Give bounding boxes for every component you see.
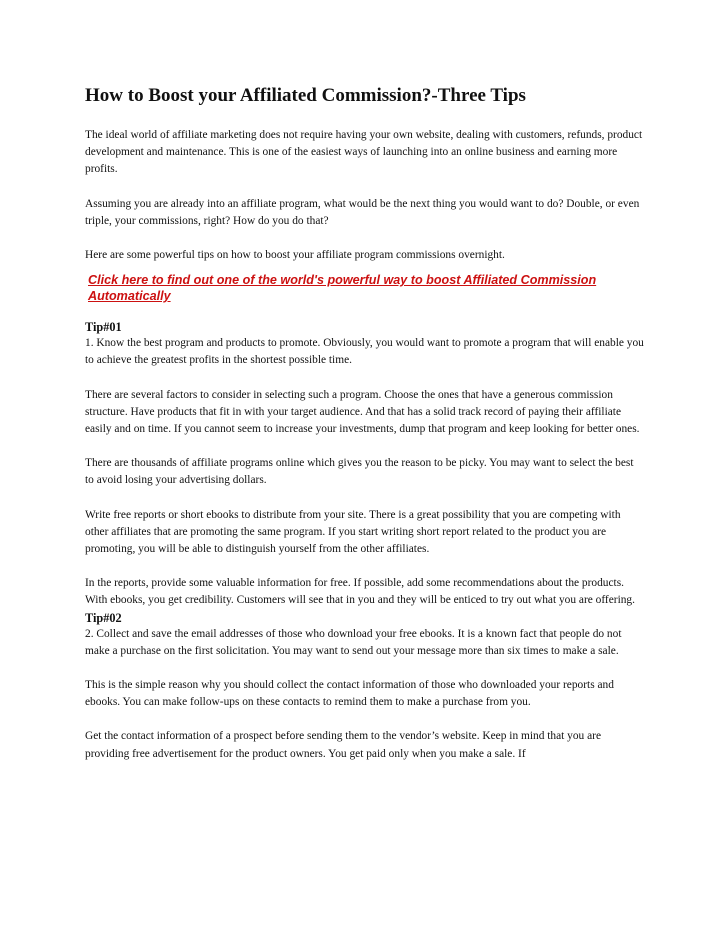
intro-paragraph-2: Assuming you are already into an affiliate program, what would be the next thing you would want to do? Double, or even triple, your commissions, right? How do you do that?	[85, 197, 640, 227]
tip1-paragraph-2: There are several factors to consider in selecting such a program. Choose the ones that have a generous commission structure. Have products that fit in with your target audience. And that has a solid track record of paying their affiliate easily and on time. If you cannot seem to increase your investments, dump that program and keep looking for better ones.	[85, 388, 640, 436]
tip1-heading: Tip#01	[85, 320, 122, 335]
intro-paragraph-3: Here are some powerful tips on how to boost your affiliate program commissions overnight.	[85, 249, 505, 262]
tip2-paragraph-2: This is the simple reason why you should collect the contact information of those who downloaded your reports and ebooks. You can make follow-ups on these contacts to remind them to make a purchase from you.	[85, 679, 614, 709]
tip2-paragraph-3: Get the contact information of a prospect before sending them to the vendor’s website. Keep in mind that you are providing free advertisement for the product owners. You get paid only when you make a sale. If	[85, 730, 602, 760]
tip1-paragraph-3: There are thousands of affiliate programs online which gives you the reason to be picky. You may want to select the best to avoid losing your advertising dollars.	[85, 457, 634, 487]
tip2-heading: Tip#02	[85, 610, 122, 625]
tip1-paragraph-4: Write free reports or short ebooks to distribute from your site. There is a great possibility that you are competing with other affiliates that are promoting the same program. If you start writing short report related to the product you are promoting, you will be able to distinguish yourself from the other affiliates.	[85, 508, 621, 556]
promo-link[interactable]: Click here to find out one of the world's powerful way to boost Affiliated Commission Automatically	[88, 273, 597, 303]
tip2-paragraph-1: 2. Collect and save the email addresses of those who download your free ebooks. It is a known fact that people do not make a purchase on the first solicitation. You may want to send out your message more than six times to make a sale.	[85, 627, 622, 657]
tip1-paragraph-5: In the reports, provide some valuable information for free. If possible, add some recommendations about the products. With ebooks, you get credibility. Customers will see that in you and they will be enticed to try out what you are offering.	[85, 577, 635, 607]
document-page	[85, 84, 645, 780]
document-title: How to Boost your Affiliated Commission?-Three Tips	[85, 85, 526, 106]
intro-paragraph-1: The ideal world of affiliate marketing does not require having your own website, dealing with customers, refunds, product development and maintenance. This is one of the easiest ways of launching into an online business and earning more profits.	[85, 129, 643, 176]
tip1-paragraph-1: 1. Know the best program and products to promote. Obviously, you would want to promote a program that will enable you to achieve the greatest profits in the shortest possible time.	[85, 337, 644, 367]
